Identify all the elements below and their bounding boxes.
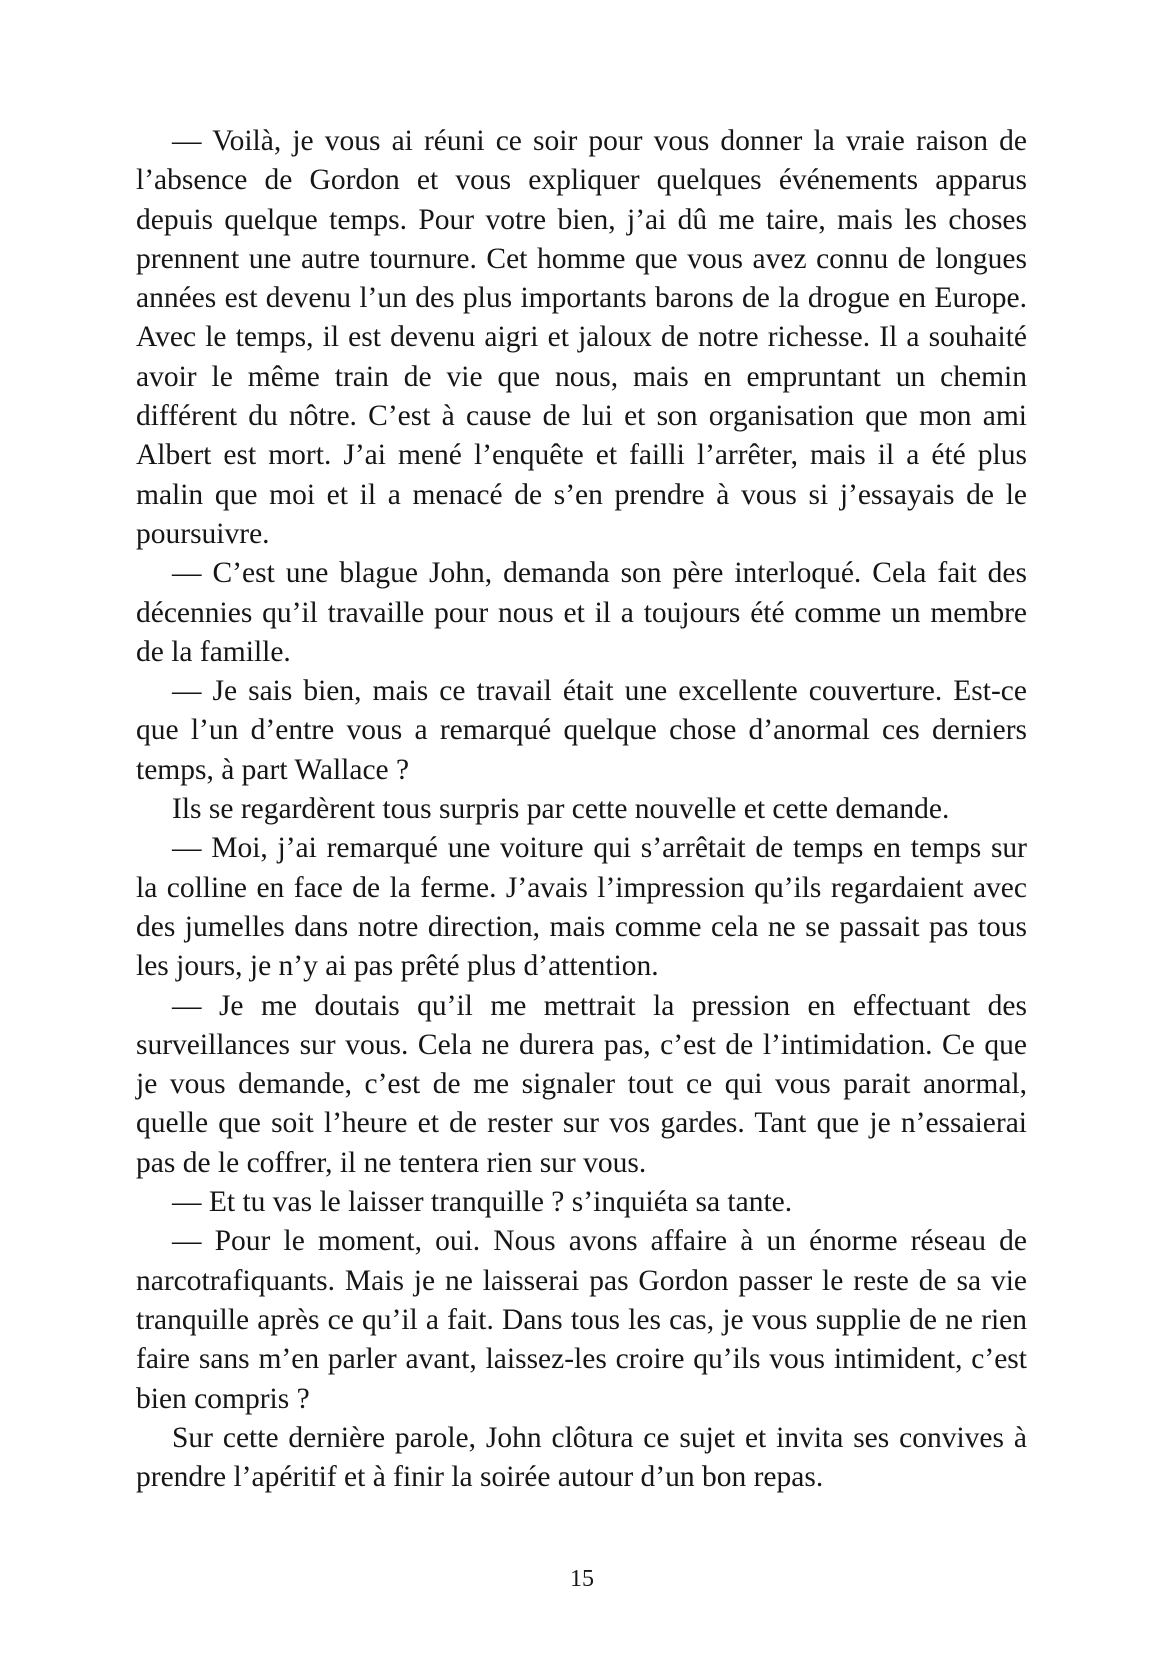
paragraph-3: — Je sais bien, mais ce travail était une excellente couverture. Est-ce que l’un d’entre vous a remarqué quelque chose d’anormal ces derniers temps, à part Wallace ? bbox=[136, 675, 1027, 786]
paragraph-7: — Et tu vas le laisser tranquille ? s’inquiéta sa tante. bbox=[172, 1186, 793, 1219]
paragraph-9: Sur cette dernière parole, John clôtura ce sujet et invita ses convives à prendre l’apéritif et à finir la soirée autour d’un bon repas. bbox=[136, 1421, 1027, 1494]
paragraph-6: — Je me doutais qu’il me mettrait la pression en effectuant des surveillances sur vous. Cela ne durera pas, c’est de l’intimidation. Ce que je vous demande, c’est de me signaler tout ce qui vous parait anormal, quelle que soit l’heure et de rester sur vos gardes. Tant que je n’essaierai pas de le coffrer, il ne tentera rien sur vous. bbox=[136, 989, 1027, 1179]
body-text bbox=[136, 122, 1027, 1497]
paragraph-2: — C’est une blague John, demanda son père interloqué. Cela fait des décennies qu’il travaille pour nous et il a toujours été comme un membre de la famille. bbox=[136, 557, 1027, 668]
paragraph-1: — Voilà, je vous ai réuni ce soir pour vous donner la vraie raison de l’absence de Gordon et vous expliquer quelques événements apparus depuis quelque temps. Pour votre bien, j’ai dû me taire, mais les choses prennent une autre tournure. Cet homme que vous avez connu de longues années est devenu l’un des plus importants barons de la drogue en Europe. Avec le temps, il est devenu aigri et jaloux de notre richesse. Il a souhaité avoir le même train de vie que nous, mais en empruntant un chemin différent du nôtre. C’est à cause de lui et son organisation que mon ami Albert est mort. J’ai mené l’enquête et failli l’arrêter, mais il a été plus malin que moi et il a menacé de s’en prendre à vous si j’essayais de le poursuivre. bbox=[136, 125, 1027, 550]
paragraph-4: Ils se regardèrent tous surpris par cette nouvelle et cette demande. bbox=[172, 793, 950, 826]
page-number: 15 bbox=[570, 1566, 594, 1592]
paragraph-8: — Pour le moment, oui. Nous avons affaire à un énorme réseau de narcotrafiquants. Mais je ne laisserai pas Gordon passer le reste de sa vie tranquille après ce qu’il a fait. Dans tous les cas, je vous supplie de ne rien faire sans m’en parler avant, laissez-les croire qu’ils vous intimident, c’est bien compris ? bbox=[136, 1225, 1027, 1415]
paragraph-5: — Moi, j’ai remarqué une voiture qui s’arrêtait de temps en temps sur la colline en face de la ferme. J’avais l’impression qu’ils regardaient avec des jumelles dans notre direction, mais comme cela ne se passait pas tous les jours, je n’y ai pas prêté plus d’attention. bbox=[136, 832, 1027, 983]
